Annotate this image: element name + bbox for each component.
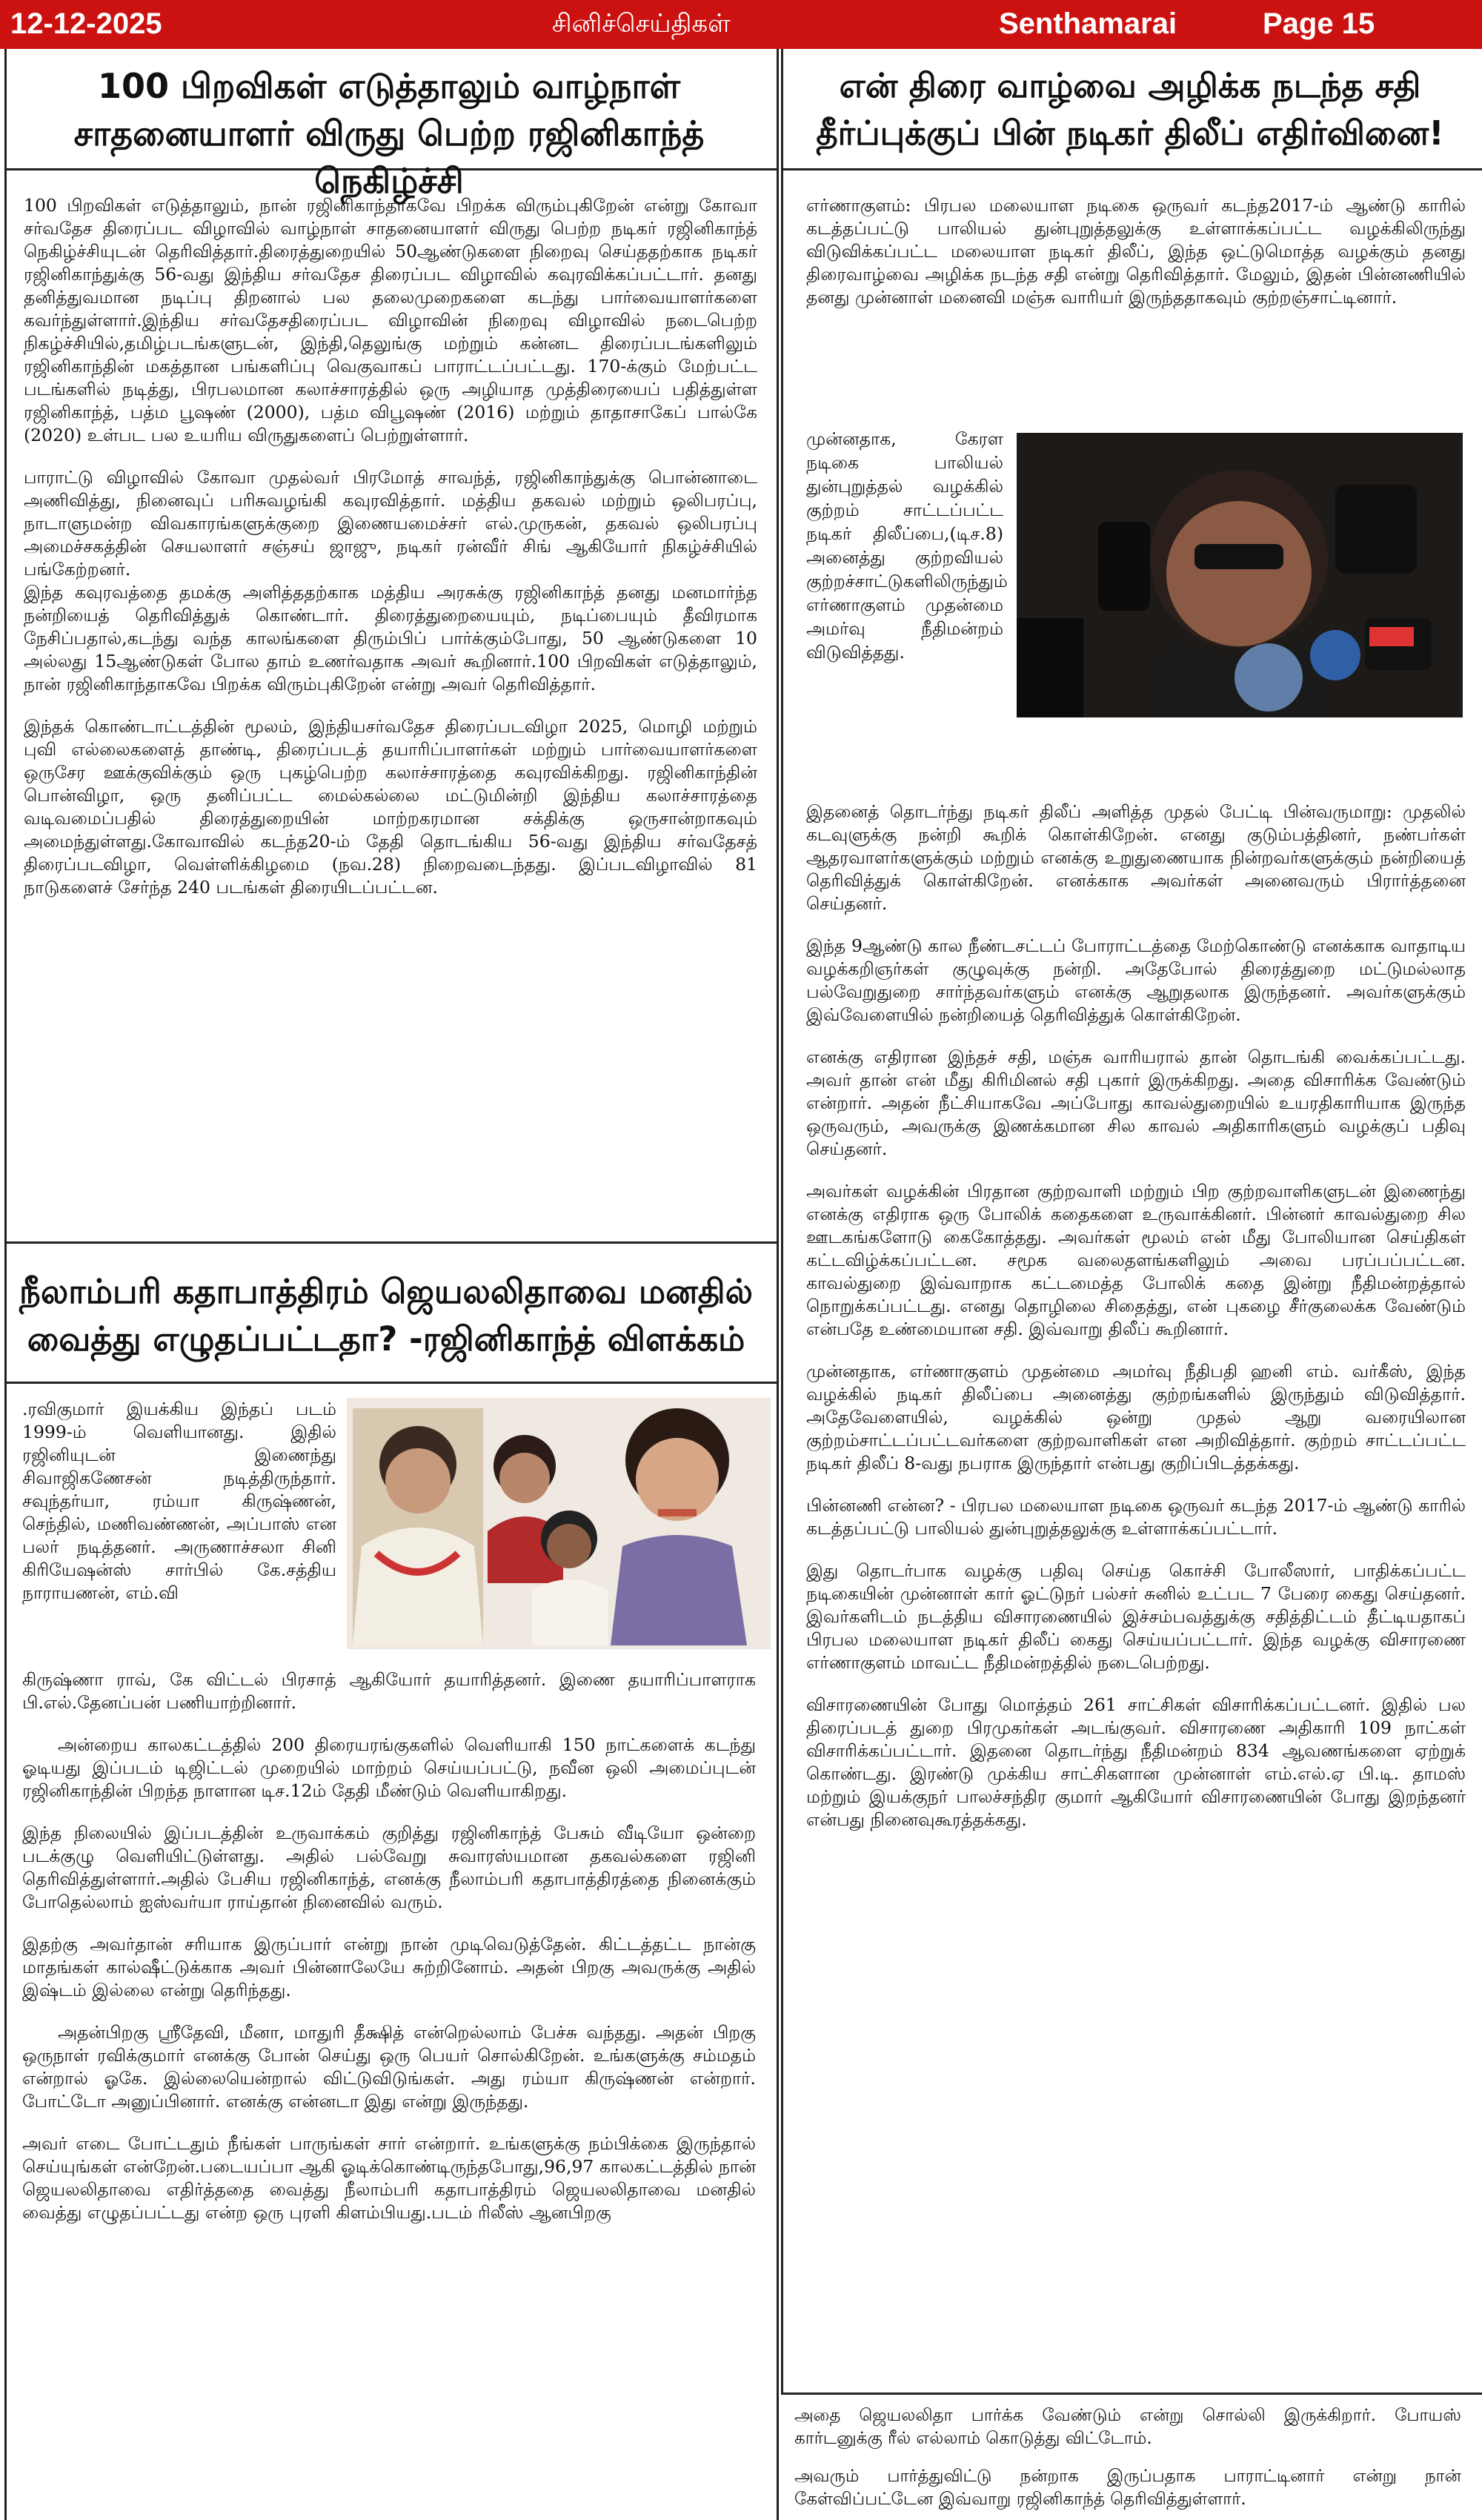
- section-title: சினிச்செய்திகள்: [552, 10, 731, 38]
- right-divider-1: [781, 168, 1482, 170]
- padayappa-collage-photo: [347, 1398, 771, 1649]
- masthead-bar: [0, 0, 1482, 49]
- article3-paragraph: இதனைத் தொடர்ந்து நடிகர் திலீப் அளித்த முதல் பேட்டி பின்வருமாறு: முதலில் கடவுளுக்கு நன்றி கூறிக் கொள்கிறேன். எனது குடும்பத்தினர், நண்பர்கள் ஆதரவாளர்களுக்கும் மற்றும் எனக்கு உறுதுணையாக நின்றவர்களுக்கும் நன்றியைத் தெரிவித்துக் கொள்கிறேன். எனக்காக அவர்கள் அனைவரும் பிரார்த்தனை செய்தனர்.: [806, 801, 1466, 914]
- continuation-paragraph: அதை ஜெயலலிதா பார்க்க வேண்டும் என்று சொல்லி இருக்கிறார். போயஸ் கார்டனுக்கு ரீல் எல்லாம் கொடுத்து விட்டோம்.: [794, 2406, 1461, 2448]
- center-column-rule: [777, 49, 779, 2520]
- article2-wrap-text: [22, 1398, 336, 1605]
- left-column-rule: [4, 49, 7, 2520]
- publication-name: Senthamarai: [999, 7, 1177, 40]
- page-number: Page 15: [1263, 7, 1375, 40]
- article2-paragraph: அன்றைய காலகட்டத்தில் 200 திரையரங்குகளில் வெளியாகி 150 நாட்களைக் கடந்து ஓடியது இப்படம் டிஜிட்டல் முறையில் மாற்றம் செய்யப்பட்டு, நவீன ஒலி அமைப்புடன் ரஜினிகாந்தின் பிறந்த நாளான டிச.12ம் தேதி மீண்டும் வெளியாகிறது.: [22, 1734, 756, 1801]
- article3-headline: என் திரை வாழ்வை அழிக்க நடந்த சதி தீர்ப்புக்குப் பின் நடிகர் திலீப் எதிர்வினை!: [816, 66, 1444, 153]
- right-column-rule-upper: [781, 49, 783, 2394]
- article3-wrap-paragraph: முன்னதாக, கேரள நடிகை பாலியல் துன்புறுத்தல் வழக்கில் குற்றம் சாட்டப்பட்ட நடிகர் திலீப்பை,(டிச.8) அனைத்து குற்றவியல் குற்றச்சாட்டுகளிலிருந்தும் எர்ணாகுளம் முதன்மை அமர்வு நீதிமன்றம் விடுவித்தது.: [806, 428, 1008, 663]
- article3-paragraph: இந்த 9ஆண்டு கால நீண்டசட்டப் போராட்டத்தை மேற்கொண்டு எனக்காக வாதாடிய வழக்கறிஞர்கள் குழுவுக்கு நன்றி. அதேபோல் திரைத்துறை மட்டுமல்லாத பல்வேறுதுறை சார்ந்தவர்களும் எனக்கு ஆறுதலாக இருந்தனர். அவர்களுக்கும் இவ்வேளையில் நன்றியைத் தெரிவித்துக் கொள்கிறேன்.: [806, 935, 1466, 1025]
- article1-headline: 100 பிறவிகள் எடுத்தாலும் வாழ்நாள் சாதனையாளர் விருது பெற்ற ரஜினிகாந்த் நெகிழ்ச்சி: [73, 66, 705, 201]
- article3-paragraph: இது தொடர்பாக வழக்கு பதிவு செய்த கொச்சி போலீஸார், பாதிக்கப்பட்ட நடிகையின் முன்னாள் கார் ஓட்டுநர் பல்சர் சுனில் உட்பட 7 பேரை கைது செய்தனர். இவர்களிடம் நடத்திய விசாரணையில் இச்சம்பவத்துக்கு சதித்திட்டம் தீட்டியதாகப் பிரபல மலையாள நடிகர் திலீப் கைது செய்யப்பட்டார். இந்த வழக்கு விசாரணை எர்ணாகுளம் மாவட்ட நீதிமன்றத்தில் நடைபெற்றது.: [806, 1560, 1466, 1673]
- left-divider-2: [6, 1241, 777, 1244]
- left-divider-3: [6, 1382, 777, 1384]
- article2-intro: .ரவிகுமார் இயக்கிய இந்தப் படம் 1999-ம் வெளியானது. இதில் ரஜினியுடன் இணைந்து சிவாஜிகணேசன் நடித்திருந்தார். சவுந்தர்யா, ரம்யா கிருஷ்ணன், செந்தில், மணிவண்ணன், அப்பாஸ் என பலர் நடித்தனர். அருணாச்சலா சினி கிரியேஷன்ஸ் சார்பில் கே.சத்திய நாராயணன், எம்.வி: [22, 1399, 336, 1603]
- article2-intro-continued: கிருஷ்ணா ராவ், கே விட்டல் பிரசாத் ஆகியோர் தயாரித்தனர். இணை தயாரிப்பாளராக பி.எல்.தேனப்பன் பணியாற்றினார்.: [22, 1669, 756, 1713]
- dileep-press-photo: [1017, 433, 1463, 717]
- article1-paragraph: இந்தக் கொண்டாட்டத்தின் மூலம், இந்தியசர்வதேச திரைப்படவிழா 2025, மொழி மற்றும் புவி எல்லைகளைத் தாண்டி, திரைப்படத் தயாரிப்பாளர்கள் மற்றும் பார்வையாளர்களை ஒருசேர ஊக்குவிக்கும் ஒரு புகழ்பெற்ற கலாச்சாரத்தை கவுரவிக்கிறது. ரஜினிகாந்தின் பொன்விழா, ஒரு தனிப்பட்ட மைல்கல்லை மட்டுமின்றி இந்திய கலாச்சாரத்தை வடிவமைப்பதில் திரைத்துறையின் மாற்றகரமான சக்திக்கு ஒருசான்றாகவும் அமைந்துள்ளது.கோவாவில் கடந்த20-ம் தேதி தொடங்கிய 56-வது இந்திய சர்வதேசத் திரைப்படவிழா, வெள்ளிக்கிழமை (நவ.28) நிறைவடைந்தது. இப்படவிழாவில் 81 நாடுகளைச் சேர்ந்த 240 படங்கள் திரையிடப்பட்டன.: [24, 716, 757, 898]
- article3-paragraph: விசாரணையின் போது மொத்தம் 261 சாட்சிகள் விசாரிக்கப்பட்டனர். இதில் பல திரைப்படத் துறை பிரமுகர்கள் அடங்குவர். விசாரணை அதிகாரி 109 நாட்கள் விசாரிக்கப்பட்டார். இதனை தொடர்ந்து நீதிமன்றம் 834 ஆவணங்களை ஏற்றுக் கொண்டது. இரண்டு முக்கிய சாட்சிகளான முன்னாள் எம்.எல்.ஏ பி.டி. தாமஸ் மற்றும் இயக்குநர் பாலச்சந்திர குமார் ஆகியோர் விசாரணையின் போது இறந்தனர் என்பது நினைவுகூரத்தக்கது.: [806, 1694, 1466, 1830]
- article2-continuation: [794, 2404, 1461, 2511]
- article2-headline: நீலாம்பரி கதாபாத்திரம் ஜெயலலிதாவை மனதில் வைத்து எழுதப்பட்டதா? -ரஜினிகாந்த் விளக்கம்: [19, 1272, 753, 1359]
- article3-intro: எர்ணாகுளம்: பிரபல மலையாள நடிகை ஒருவர் கடந்த2017-ம் ஆண்டு காரில் கடத்தப்பட்டு பாலியல் துன்புறுத்தலுக்கு உள்ளாக்கப்பட்ட வழக்கிலிருந்து விடுவிக்கப்பட்ட மலையாள நடிகர் திலீப், இந்த ஒட்டுமொத்த வழக்கும் தனது திரைவாழ்வை அழிக்க நடந்த சதி என்று தெரிவித்தார். மேலும், இதன் பின்னணியில் தனது முன்னாள் மனைவி மஞ்சு வாரியர் இருந்ததாகவும் குற்றஞ்சாட்டினார்.: [806, 195, 1466, 308]
- article2-body: [22, 1668, 756, 2224]
- article1-paragraph: இந்த கவுரவத்தை தமக்கு அளித்ததற்காக மத்திய அரசுக்கு ரஜினிகாந்த் தனது மனமார்ந்த நன்றியைத் தெரிவித்துக் கொண்டார். திரைத்துறையையும், நடிப்பையும் தீவிரமாக நேசிப்பதால்,கடந்து வந்த காலங்களை திரும்பிப் பார்க்கும்போது, 50 ஆண்டுகளை 10 அல்லது 15ஆண்டுகள் போல தாம் உணர்வதாக அவர் கூறினார்.100 பிறவிகள் எடுத்தாலும், நான் ரஜினிகாந்தாகவே பிறக்க விரும்புகிறேன் என்று அவர் தெரிவித்தார்.: [24, 582, 757, 694]
- article2-paragraph: அதன்பிறகு ஸ்ரீதேவி, மீனா, மாதுரி தீக்ஷித் என்றெல்லாம் பேச்சு வந்தது. அதன் பிறகு ஒருநாள் ரவிக்குமார் எனக்கு போன் செய்து ஒரு பெயர் சொல்கிறேன். உங்களுக்கு சம்மதம் என்றால் ஓகே. இல்லையென்றால் விட்டுவிடுங்கள். அது ரம்யா கிருஷ்ணன் என்றார். போட்டோ அனுப்பினார். எனக்கு என்னடா இது என்று இருந்தது.: [22, 2022, 756, 2112]
- article2-paragraph: இதற்கு அவர்தான் சரியாக இருப்பார் என்று நான் முடிவெடுத்தேன். கிட்டத்தட்ட நான்கு மாதங்கள் கால்ஷீட்டுக்காக அவர் பின்னாலேயே சுற்றினோம். அதன் பிறகு அவருக்கு அதில் இஷ்டம் இல்லை என்று தெரிந்தது.: [22, 1934, 756, 2000]
- article1-body: [24, 194, 757, 918]
- article3-intro-block: [806, 194, 1466, 328]
- continuation-paragraph: அவரும் பார்த்துவிட்டு நன்றாக இருப்பதாக பாராட்டினார் என்று நான் கேள்விப்பட்டேன இவ்வாறு ரஜினிகாந்த் தெரிவித்துள்ளார்.: [794, 2467, 1461, 2509]
- article1-paragraph: பாராட்டு விழாவில் கோவா முதல்வர் பிரமோத் சாவந்த், ரஜினிகாந்துக்கு பொன்னாடை அணிவித்து, நினைவுப் பரிசுவழங்கி கவுரவித்தார். மத்திய தகவல் மற்றும் ஒலிபரப்பு, நாடாளுமன்ற விவகாரங்களுக்குறை இணையமைச்சர் எல்.முருகன், தகவல் ஒலிபரப்பு அமைச்சகத்தின் செயலாளர் சஞ்சய் ஜாஜு, நடிகர் ரன்வீர் சிங் ஆகியோர் நிகழ்ச்சியில் பங்கேற்றனர்.: [24, 467, 757, 580]
- article3-wrap-text: [806, 427, 1008, 664]
- article3-paragraph: பின்னணி என்ன? - பிரபல மலையாள நடிகை ஒருவர் கடந்த 2017-ம் ஆண்டு காரில் கடத்தப்பட்டு பாலியல் துன்புறுத்தலுக்கு உள்ளாக்கப்பட்டார்.: [806, 1495, 1466, 1539]
- issue-date: 12-12-2025: [10, 7, 162, 40]
- article2-paragraph: அவர் எடை போட்டதும் நீங்கள் பாருங்கள் சார் என்றார். உங்களுக்கு நம்பிக்கை இருந்தால் செய்யுங்கள் என்றேன்.படையப்பா ஆகி ஓடிக்கொண்டிருந்தபோது,96,97 காலகட்டத்தில் நான் ஜெயலலிதாவை எதிர்த்ததை வைத்து நீலாம்பரி கதாபாத்திரம் ஜெயலலிதாவை மனதில் வைத்து எழுதப்பட்டது என்ற ஒரு புரளி கிளம்பியது.படம் ரிலீஸ் ஆனபிறகு: [22, 2133, 756, 2223]
- article3-body: [806, 800, 1466, 1831]
- right-divider-2: [781, 2393, 1482, 2395]
- article3-paragraph: அவர்கள் வழக்கின் பிரதான குற்றவாளி மற்றும் பிற குற்றவாளிகளுடன் இணைந்து எனக்கு எதிராக ஒரு போலிக் கதைகளை உருவாக்கினர். பின்னர் காவல்துறை சில ஊடகங்களோடு கைகோத்தது. அவர்கள் மூலம் என் மீது போலியான செய்திகள் கட்டவிழ்க்கப்பட்டன. சமூக வலைதளங்களிலும் அவை பரப்பப்பட்டன. காவல்துறை இவ்வாறாக கட்டமைத்த போலிக் கதை இன்று நீதிமன்றத்தால் நொறுக்கப்பட்டது. எனது தொழிலை சிதைத்து, என் புகழை சீர்குலைக்க வேண்டும் என்பதே உண்மையான சதி. இவ்வாறு திலீப் கூறினார்.: [806, 1181, 1466, 1339]
- article1-paragraph: 100 பிறவிகள் எடுத்தாலும், நான் ரஜினிகாந்தாகவே பிறக்க விரும்புகிறேன் என்று கோவா சர்வதேச திரைப்பட விழாவில் வாழ்நாள் சாதனையாளர் விருது பெற்ற நடிகர் ரஜினிகாந்த் நெகிழ்ச்சியுடன் தெரிவித்தார்.திரைத்துறையில் 50ஆண்டுகளை நிறைவு செய்ததற்காக நடிகர் ரஜினிகாந்துக்கு 56-வது இந்திய சர்வதேச திரைப்பட விழாவில் கவுரவிக்கப்பட்டார். தனது தனித்துவமான நடிப்பு திறனால் பல தலைமுறைகளை கடந்து பார்வையாளர்களை கவர்ந்துள்ளார்.இந்திய சர்வதேசதிரைப்பட விழாவின் நிறைவு விழாவில் நடைபெற்ற நிகழ்ச்சியில்,தமிழ்படங்களுடன், இந்தி,தெலுங்கு மற்றும் கன்னட திரைப்படங்களிலும் ரஜினிகாந்தின் மகத்தான பங்களிப்பு வெகுவாகப் பாராட்டப்பட்டது. 170-க்கும் மேற்பட்ட படங்களில் நடித்து, பிரபலமான கலாச்சாரத்தில் ஒரு அழியாத முத்திரையைப் பதித்துள்ள ரஜினிகாந்த், பத்ம பூஷண் (2000), பத்ம விபூஷண் (2016) மற்றும் தாதாசாகேப் பால்கே (2020) உள்பட பல உயரிய விருதுகளைப் பெற்றுள்ளார்.: [24, 195, 757, 445]
- article3-paragraph: எனக்கு எதிரான இந்தச் சதி, மஞ்சு வாரியரால் தான் தொடங்கி வைக்கப்பட்டது. அவர் தான் என் மீது கிரிமினல் சதி புகார் இருக்கிறது. அதை விசாரிக்க வேண்டும் என்றார். அதன் நீட்சியாகவே அப்போது காவல்துறையில் உயரதிகாரியாக இருந்த ஒருவரும், அவருக்கு இணக்கமான சில காவல் அதிகாரிகளும் வழக்குப் பதிவு செய்தனர்.: [806, 1047, 1466, 1159]
- article2-paragraph: இந்த நிலையில் இப்படத்தின் உருவாக்கம் குறித்து ரஜினிகாந்த் பேசும் வீடியோ ஒன்றை படக்குழு வெளியிட்டுள்ளது. அதில் பல்வேறு சுவாரஸ்யமான தகவல்களை ரஜினி தெரிவித்துள்ளார்.அதில் பேசிய ரஜினிகாந்த், எனக்கு நீலாம்பரி கதாபாத்திரத்தை நினைக்கும் போதெல்லாம் ஐஸ்வர்யா ராய்தான் நினைவில் வரும்.: [22, 1823, 756, 1912]
- article3-paragraph: முன்னதாக, எர்ணாகுளம் முதன்மை அமர்வு நீதிபதி ஹனி எம். வர்கீஸ், இந்த வழக்கில் நடிகர் திலீப்பை அனைத்து குற்றங்களில் இருந்தும் விடுவித்தார். அதேவேளையில், வழக்கில் ஒன்று முதல் ஆறு வரையிலான குற்றம்சாட்டப்பட்டவர்களை குற்றவாளிகள் என அறிவித்தார். குற்றம் சாட்டப்பட்ட நடிகர் திலீப் 8-வது நபராக இருந்தார் என்பது குறிப்பிடத்தக்கது.: [806, 1361, 1466, 1473]
